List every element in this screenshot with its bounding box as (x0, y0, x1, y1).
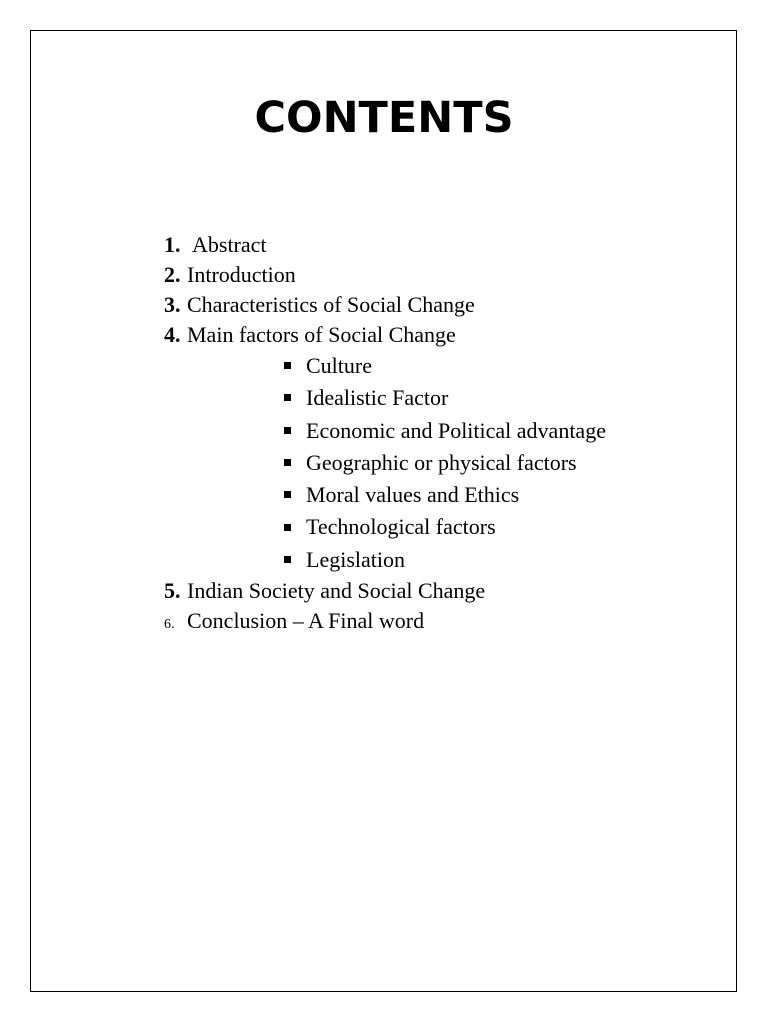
toc-item-introduction (164, 260, 606, 290)
toc-label: Conclusion – A Final word (187, 608, 425, 634)
toc-item-indian-society (164, 576, 606, 606)
sub-item-geographic (284, 447, 606, 479)
sub-item-label: Culture (306, 353, 372, 378)
toc-number: 1. (164, 232, 181, 257)
square-bullet-icon (284, 479, 306, 511)
sub-item-label: Moral values and Ethics (306, 482, 520, 508)
sub-item-culture (284, 350, 606, 382)
toc-item-characteristics (164, 290, 606, 320)
factors-sublist (284, 350, 606, 576)
square-bullet-icon (284, 511, 306, 543)
square-bullet-icon (284, 382, 306, 414)
toc-item-conclusion (164, 606, 606, 636)
toc-number: 2. (164, 262, 181, 287)
square-bullet-icon (284, 350, 306, 382)
toc-number: 3. (164, 292, 181, 317)
sub-item-label: Economic and Political advantage (306, 417, 606, 443)
toc-label: Main factors of Social Change (187, 322, 456, 347)
sub-item-idealistic (284, 382, 606, 414)
sub-item-legislation (284, 544, 606, 576)
sub-item-label: Technological factors (306, 514, 496, 540)
toc-number: 5. (164, 578, 181, 604)
toc-label: Abstract (192, 232, 267, 257)
toc-number: 4. (164, 322, 181, 347)
square-bullet-icon (284, 447, 306, 479)
toc-number: 6. (164, 617, 175, 633)
toc-label: Introduction (187, 262, 296, 287)
toc-label: Indian Society and Social Change (187, 578, 486, 604)
sub-item-technological (284, 511, 606, 543)
sub-item-moral (284, 479, 606, 511)
sub-item-label: Legislation (306, 546, 405, 572)
square-bullet-icon (284, 415, 306, 447)
sub-item-label: Geographic or physical factors (306, 449, 577, 475)
page-title: CONTENTS (254, 93, 514, 143)
toc-item-main-factors (164, 320, 606, 350)
table-of-contents (164, 230, 606, 636)
toc-item-abstract (164, 230, 606, 260)
sub-item-economic (284, 415, 606, 447)
sub-item-label: Idealistic Factor (306, 385, 449, 411)
square-bullet-icon (284, 544, 306, 576)
toc-label: Characteristics of Social Change (187, 292, 475, 317)
